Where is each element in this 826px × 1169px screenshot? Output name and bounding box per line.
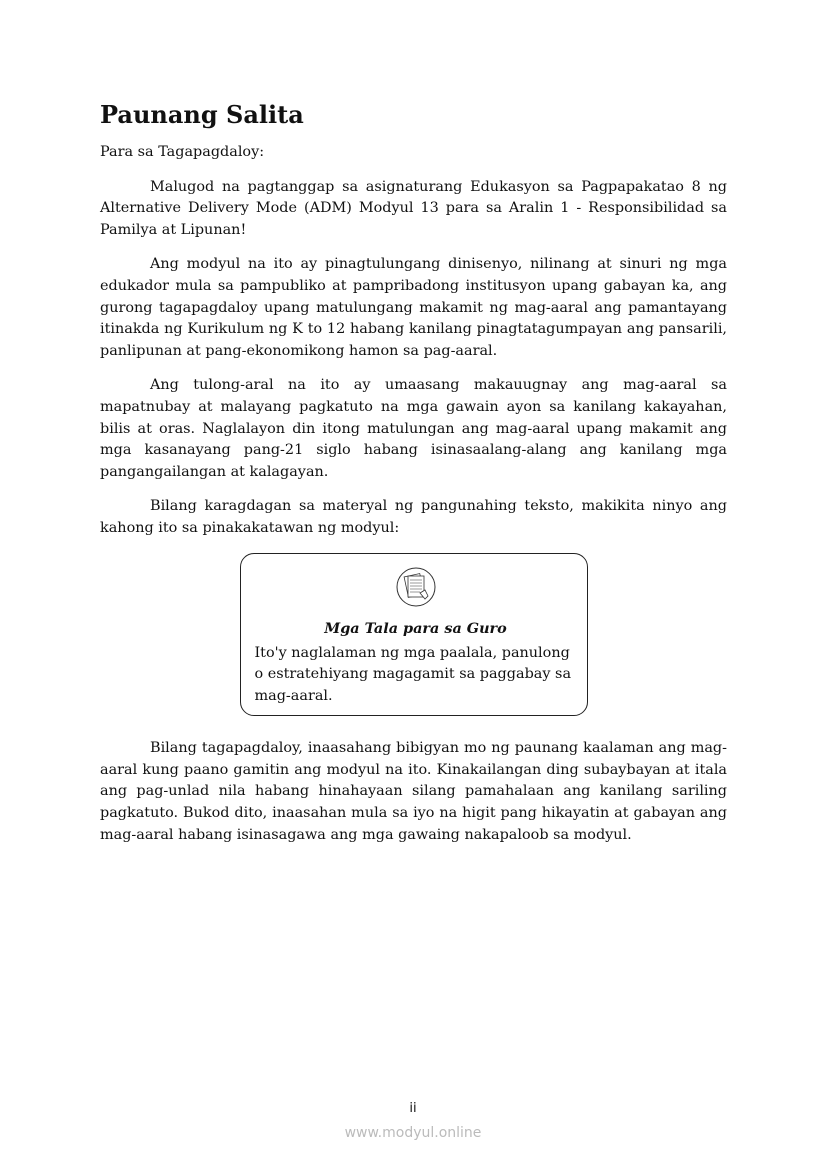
teacher-notes-box	[240, 553, 588, 717]
page-title: Paunang Salita	[100, 100, 304, 129]
teacher-notes-title: Mga Tala para sa Guro	[324, 619, 507, 637]
watermark: www.modyul.online	[344, 1125, 482, 1141]
paragraph-box-intro: Bilang karagdagan sa materyal ng pangunahing teksto, makikita ninyo ang kahong ito sa pinakakatawan ng modyul:	[100, 498, 727, 536]
paragraph-welcome: Malugod na pagtanggap sa asignaturang Edukasyon sa Pagpapakatao 8 ng Alternative Delivery Mode (ADM) Modyul 13 para sa Aralin 1 - Responsibilidad sa Pamilya at Lipunan!	[100, 178, 727, 238]
salutation: Para sa Tagapagdaloy:	[100, 144, 265, 160]
paragraph-facilitator: Bilang tagapagdaloy, inaasahang bibigyan mo ng paunang kaalaman ang mag-aaral kung paano gamitin ang modyul na ito. Kinakailangan ding subaybayan at itala ang pag-unlad nila habang hinahayaan silang pamahalaan ang kanilang sariling pagkatuto. Bukod dito, inaasahan mula sa iyo na higit pang hikayatin at gabayan ang mag-aaral habang isinasagawa ang mga gawaing nakapaloob sa modyul.	[100, 740, 727, 843]
page-content	[100, 100, 727, 859]
teacher-notes-icon	[396, 567, 436, 607]
teacher-notes-body: Ito'y naglalaman ng mga paalala, panulong o estratehiyang magagamit sa paggabay sa mag-aaral.	[254, 644, 572, 704]
paragraph-learning: Ang tulong-aral na ito ay umaasang makauugnay ang mag-aaral sa mapatnubay at malayang pagkatuto na mga gawain ayon sa kanilang kakayahan, bilis at oras. Naglalayon din itong matulungan ang mag-aaral upang makamit ang mga kasanayang pang-21 siglo habang isinasaalang-alang ang kanilang mga pangangailangan at kalagayan.	[100, 377, 727, 480]
page-number: ii	[409, 1101, 417, 1116]
paragraph-module: Ang modyul na ito ay pinagtulungang dinisenyo, nilinang at sinuri ng mga edukador mula sa pampubliko at pampribadong institusyon upang gabayan ka, ang gurong tagapagdaloy upang matulungang makamit ng mag-aaral ang pamantayang itinakda ng Kurikulum ng K to 12 habang kanilang pinagtatagumpayan ang pansarili, panlipunan at pang-ekonomikong hamon sa pag-aaral.	[100, 256, 727, 359]
